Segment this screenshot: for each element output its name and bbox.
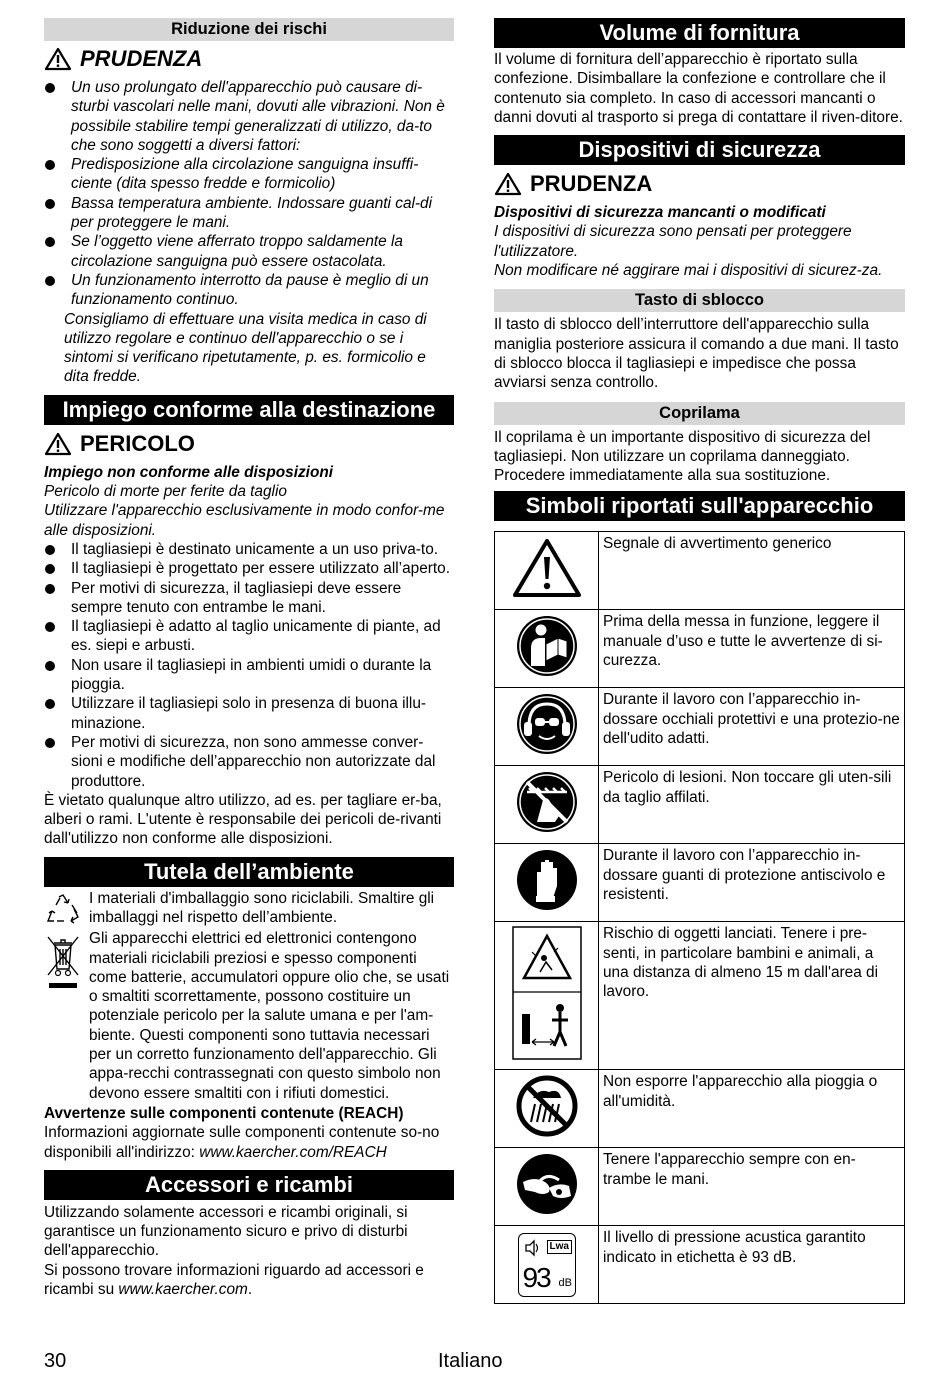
symbol-icon-cell bbox=[495, 766, 599, 844]
sharp-blade-icon bbox=[515, 770, 579, 834]
symbols-table bbox=[494, 531, 905, 1304]
table-row bbox=[495, 1070, 905, 1148]
left-column bbox=[44, 18, 454, 1299]
right-column bbox=[494, 18, 905, 1304]
caution-text: PRUDENZA bbox=[530, 171, 653, 197]
vibration-factors bbox=[44, 155, 454, 309]
guard-heading: Coprilama bbox=[494, 402, 905, 425]
safety-heading: Dispositivi di sicurezza bbox=[494, 135, 905, 165]
safety-line: Non modificare né aggirare mai i dispositivi di sicurez-za. bbox=[494, 262, 883, 280]
symbol-icon-cell bbox=[495, 1148, 599, 1226]
warning-triangle-icon bbox=[44, 47, 72, 71]
symbol-icon-cell bbox=[495, 1070, 599, 1148]
symbol-text: Rischio di oggetti lanciati. Tenere i pre-senti, in particolare bambini e animali, a una distanza di almeno 15 m dall'area di lavoro. bbox=[599, 922, 905, 1070]
acc-end: . bbox=[247, 1281, 253, 1299]
symbol-icon-cell bbox=[495, 844, 599, 922]
symbol-icon-cell bbox=[495, 688, 599, 766]
symbol-text: Tenere l'apparecchio sempre con en-trambe le mani. bbox=[599, 1148, 905, 1226]
acc-body: Si possono trovare informazioni riguardo ad accessori e ricambi su bbox=[44, 1261, 424, 1299]
symbol-icon-cell bbox=[495, 532, 599, 610]
list-item: Per motivi di sicurezza, non sono ammesse conver-sioni e modifiche dell’apparecchio non autorizzate dal produttore. bbox=[44, 733, 454, 791]
list-item: Un funzionamento interrotto da pause è meglio di un funzionamento continuo. bbox=[44, 271, 454, 310]
symbol-text: Segnale di avvertimento generico bbox=[599, 532, 905, 610]
thrown-objects-icon bbox=[510, 924, 584, 1062]
env-recycle bbox=[44, 889, 454, 928]
caution-text: PRUDENZA bbox=[80, 46, 203, 71]
reach-text bbox=[44, 1123, 454, 1162]
supply-heading: Volume di fornitura bbox=[494, 18, 905, 48]
acc-link[interactable]: www.kaercher.com bbox=[118, 1281, 248, 1299]
guard-text: Il coprilama è un importante dispositivo di sicurezza del tagliasiepi. Non utilizzare un coprilama danneggiato. Procedere immediatamente alla sua sostituzione. bbox=[494, 428, 871, 485]
list-item: Bassa temperatura ambiente. Indossare guanti cal-di per proteggere le mani. bbox=[44, 194, 454, 233]
no-rain-icon bbox=[515, 1074, 579, 1138]
lwa-unit: dB bbox=[558, 1276, 572, 1289]
symbol-text: Durante il lavoro con l’apparecchio in-dossare occhiali protettivi e una protezio-ne dell'udito adatti. bbox=[599, 688, 905, 766]
list-item: Non usare il tagliasiepi in ambienti umidi o durante la pioggia. bbox=[44, 656, 454, 695]
list-item: Predisposizione alla circolazione sanguigna insuffi-ciente (dita spesso fredde e formicolio) bbox=[44, 155, 454, 194]
two-hands-icon bbox=[515, 1152, 579, 1216]
caution-label bbox=[494, 169, 905, 199]
use-heading: Impiego conforme alla destinazione bbox=[44, 395, 454, 425]
list-item: Il tagliasiepi è progettato per essere utilizzato all’aperto. bbox=[44, 559, 454, 578]
read-manual-icon bbox=[515, 614, 579, 678]
env-weee bbox=[44, 929, 454, 1103]
lwa-label: Lwa bbox=[547, 1240, 572, 1254]
list-item: Per motivi di sicurezza, il tagliasiepi deve essere sempre tenuto con entrambe le mani. bbox=[44, 579, 454, 618]
vibration-list bbox=[44, 78, 454, 155]
list-item: Il tagliasiepi è destinato unicamente a un uso priva-to. bbox=[44, 540, 454, 559]
risk-heading: Riduzione dei rischi bbox=[44, 18, 454, 41]
speaker-icon bbox=[524, 1239, 540, 1257]
reach-link[interactable]: www.kaercher.com/REACH bbox=[199, 1143, 387, 1161]
reach-title: Avvertenze sulle componenti contenute (REACH) bbox=[44, 1104, 404, 1122]
acc-heading: Accessori e ricambi bbox=[44, 1170, 454, 1200]
symbol-icon-cell bbox=[495, 922, 599, 1070]
crossed-bin-icon bbox=[44, 933, 82, 991]
safety-sub: Dispositivi di sicurezza mancanti o modificati bbox=[494, 204, 826, 222]
caution-label bbox=[44, 44, 454, 74]
symbol-icon-cell bbox=[495, 610, 599, 688]
misuse-line: Pericolo di morte per ferite da taglio bbox=[44, 483, 287, 501]
symbol-text: Durante il lavoro con l’apparecchio in-dossare guanti di protezione antiscivolo e resistenti. bbox=[599, 844, 905, 922]
reach-body: Informazioni aggiornate sulle componenti contenute so-no disponibili all'indirizzo: bbox=[44, 1124, 440, 1161]
use-forbidden: È vietato qualunque altro utilizzo, ad es. per tagliare er-ba, alberi o rami. L'utente è responsabile dei pericoli de-rivanti dall'utilizzo non conforme alle disposizioni. bbox=[44, 791, 442, 848]
list-item: Il tagliasiepi è adatto al taglio unicamente di piante, ad es. siepi e arbusti. bbox=[44, 617, 454, 656]
symbol-icon-cell bbox=[495, 1226, 599, 1304]
symbol-text: Pericolo di lesioni. Non toccare gli uten-sili da taglio affilati. bbox=[599, 766, 905, 844]
table-row bbox=[495, 1148, 905, 1226]
supply-text: Il volume di fornitura dell’apparecchio è riportato sulla confezione. Disimballare la confezione e controllare che il contenuto sia completo. In caso di accessori mancanti o danni dovuti al trasporto si prega di contattare il riven-ditore. bbox=[494, 51, 903, 126]
symbol-text: Non esporre l'apparecchio alla pioggia o all'umidità. bbox=[599, 1070, 905, 1148]
list-item: Utilizzare il tagliasiepi solo in presenza di buona illu-minazione. bbox=[44, 694, 454, 733]
unlock-text: Il tasto di sblocco dell’interruttore dell'apparecchio sulla maniglia posteriore assicura il comando a due mani. Il tasto di sblocco blocca il tagliasiepi e impedisce che possa avviarsi senza controllo. bbox=[494, 316, 899, 392]
danger-text: PERICOLO bbox=[80, 430, 195, 456]
footer-language: Italiano bbox=[438, 1350, 503, 1372]
table-row bbox=[495, 922, 905, 1070]
list-item: Se l’oggetto viene afferrato troppo saldamente la circolazione sanguigna può essere ostacolata. bbox=[44, 232, 454, 271]
sound-power-icon bbox=[518, 1233, 576, 1297]
page-number: 30 bbox=[44, 1350, 67, 1372]
safety-line: I dispositivi di sicurezza sono pensati per proteggere l'utilizzatore. bbox=[494, 223, 852, 260]
eye-ear-protection-icon bbox=[515, 692, 579, 756]
symbol-text: Il livello di pressione acustica garantito indicato in etichetta è 93 dB. bbox=[599, 1226, 905, 1304]
table-row bbox=[495, 1226, 905, 1304]
acc-text bbox=[44, 1261, 454, 1300]
warning-triangle-icon bbox=[494, 172, 522, 196]
env-heading: Tutela dell’ambiente bbox=[44, 857, 454, 887]
unlock-heading: Tasto di sblocco bbox=[494, 289, 905, 312]
use-list bbox=[44, 540, 454, 791]
vibration-advice: Consigliamo di effettuare una visita medica in caso di utilizzo regolare e continuo dell'apparecchio o se i sintomi si verificano ripetutamente, p. es. formicolio e dita fredde. bbox=[64, 310, 427, 386]
misuse-line: Utilizzare l'apparecchio esclusivamente in modo confor-me alle disposizioni. bbox=[44, 502, 445, 539]
list-item: Un uso prolungato dell'apparecchio può causare di-sturbi vascolari nelle mani, dovuti alle vibrazioni. Non è possibile stabilire tempi generalizzati di utilizzo, da-to che sono soggetti a diversi fattori: bbox=[44, 78, 454, 155]
env-weee-content: Gli apparecchi elettrici ed elettronici contengono materiali riciclabili preziosi e spesso componenti come batterie, accumulatori oppure olio che, se usati o smaltiti scorrettamente, possono costituire un potenziale pericolo per la salute umana e per l'am-biente. Questi componenti sono tuttavia necessari per un corretto funzionamento dell'apparecchio. Gli appa-recchi contrassegnati con questo simbolo non devono essere smaltiti con i rifiuti domestici. bbox=[89, 930, 450, 1102]
misuse-title: Impiego non conforme alle disposizioni bbox=[44, 463, 334, 481]
gloves-icon bbox=[515, 848, 579, 912]
env-recycle-text: I materiali d'imballaggio sono riciclabili. Smaltire gli imballaggi nel rispetto dell’ambiente. bbox=[89, 889, 435, 926]
recycle-icon bbox=[44, 893, 82, 925]
table-row bbox=[495, 610, 905, 688]
table-row bbox=[495, 688, 905, 766]
warning-triangle-icon bbox=[511, 537, 583, 599]
table-row bbox=[495, 766, 905, 844]
danger-label bbox=[44, 429, 454, 459]
symbol-text: Prima della messa in funzione, leggere il manuale d’uso e tutte le avvertenze di si-curezza. bbox=[599, 610, 905, 688]
env-weee-text bbox=[89, 929, 454, 1103]
warning-triangle-icon bbox=[44, 432, 72, 456]
lwa-value: 93 bbox=[522, 1261, 550, 1293]
table-row bbox=[495, 532, 905, 610]
acc-text: Utilizzando solamente accessori e ricambi originali, si garantisce un funzionamento sicuro e privo di disturbi dell'apparecchio. bbox=[44, 1203, 408, 1260]
symbols-heading: Simboli riportati sull'apparecchio bbox=[494, 491, 905, 521]
table-row bbox=[495, 844, 905, 922]
